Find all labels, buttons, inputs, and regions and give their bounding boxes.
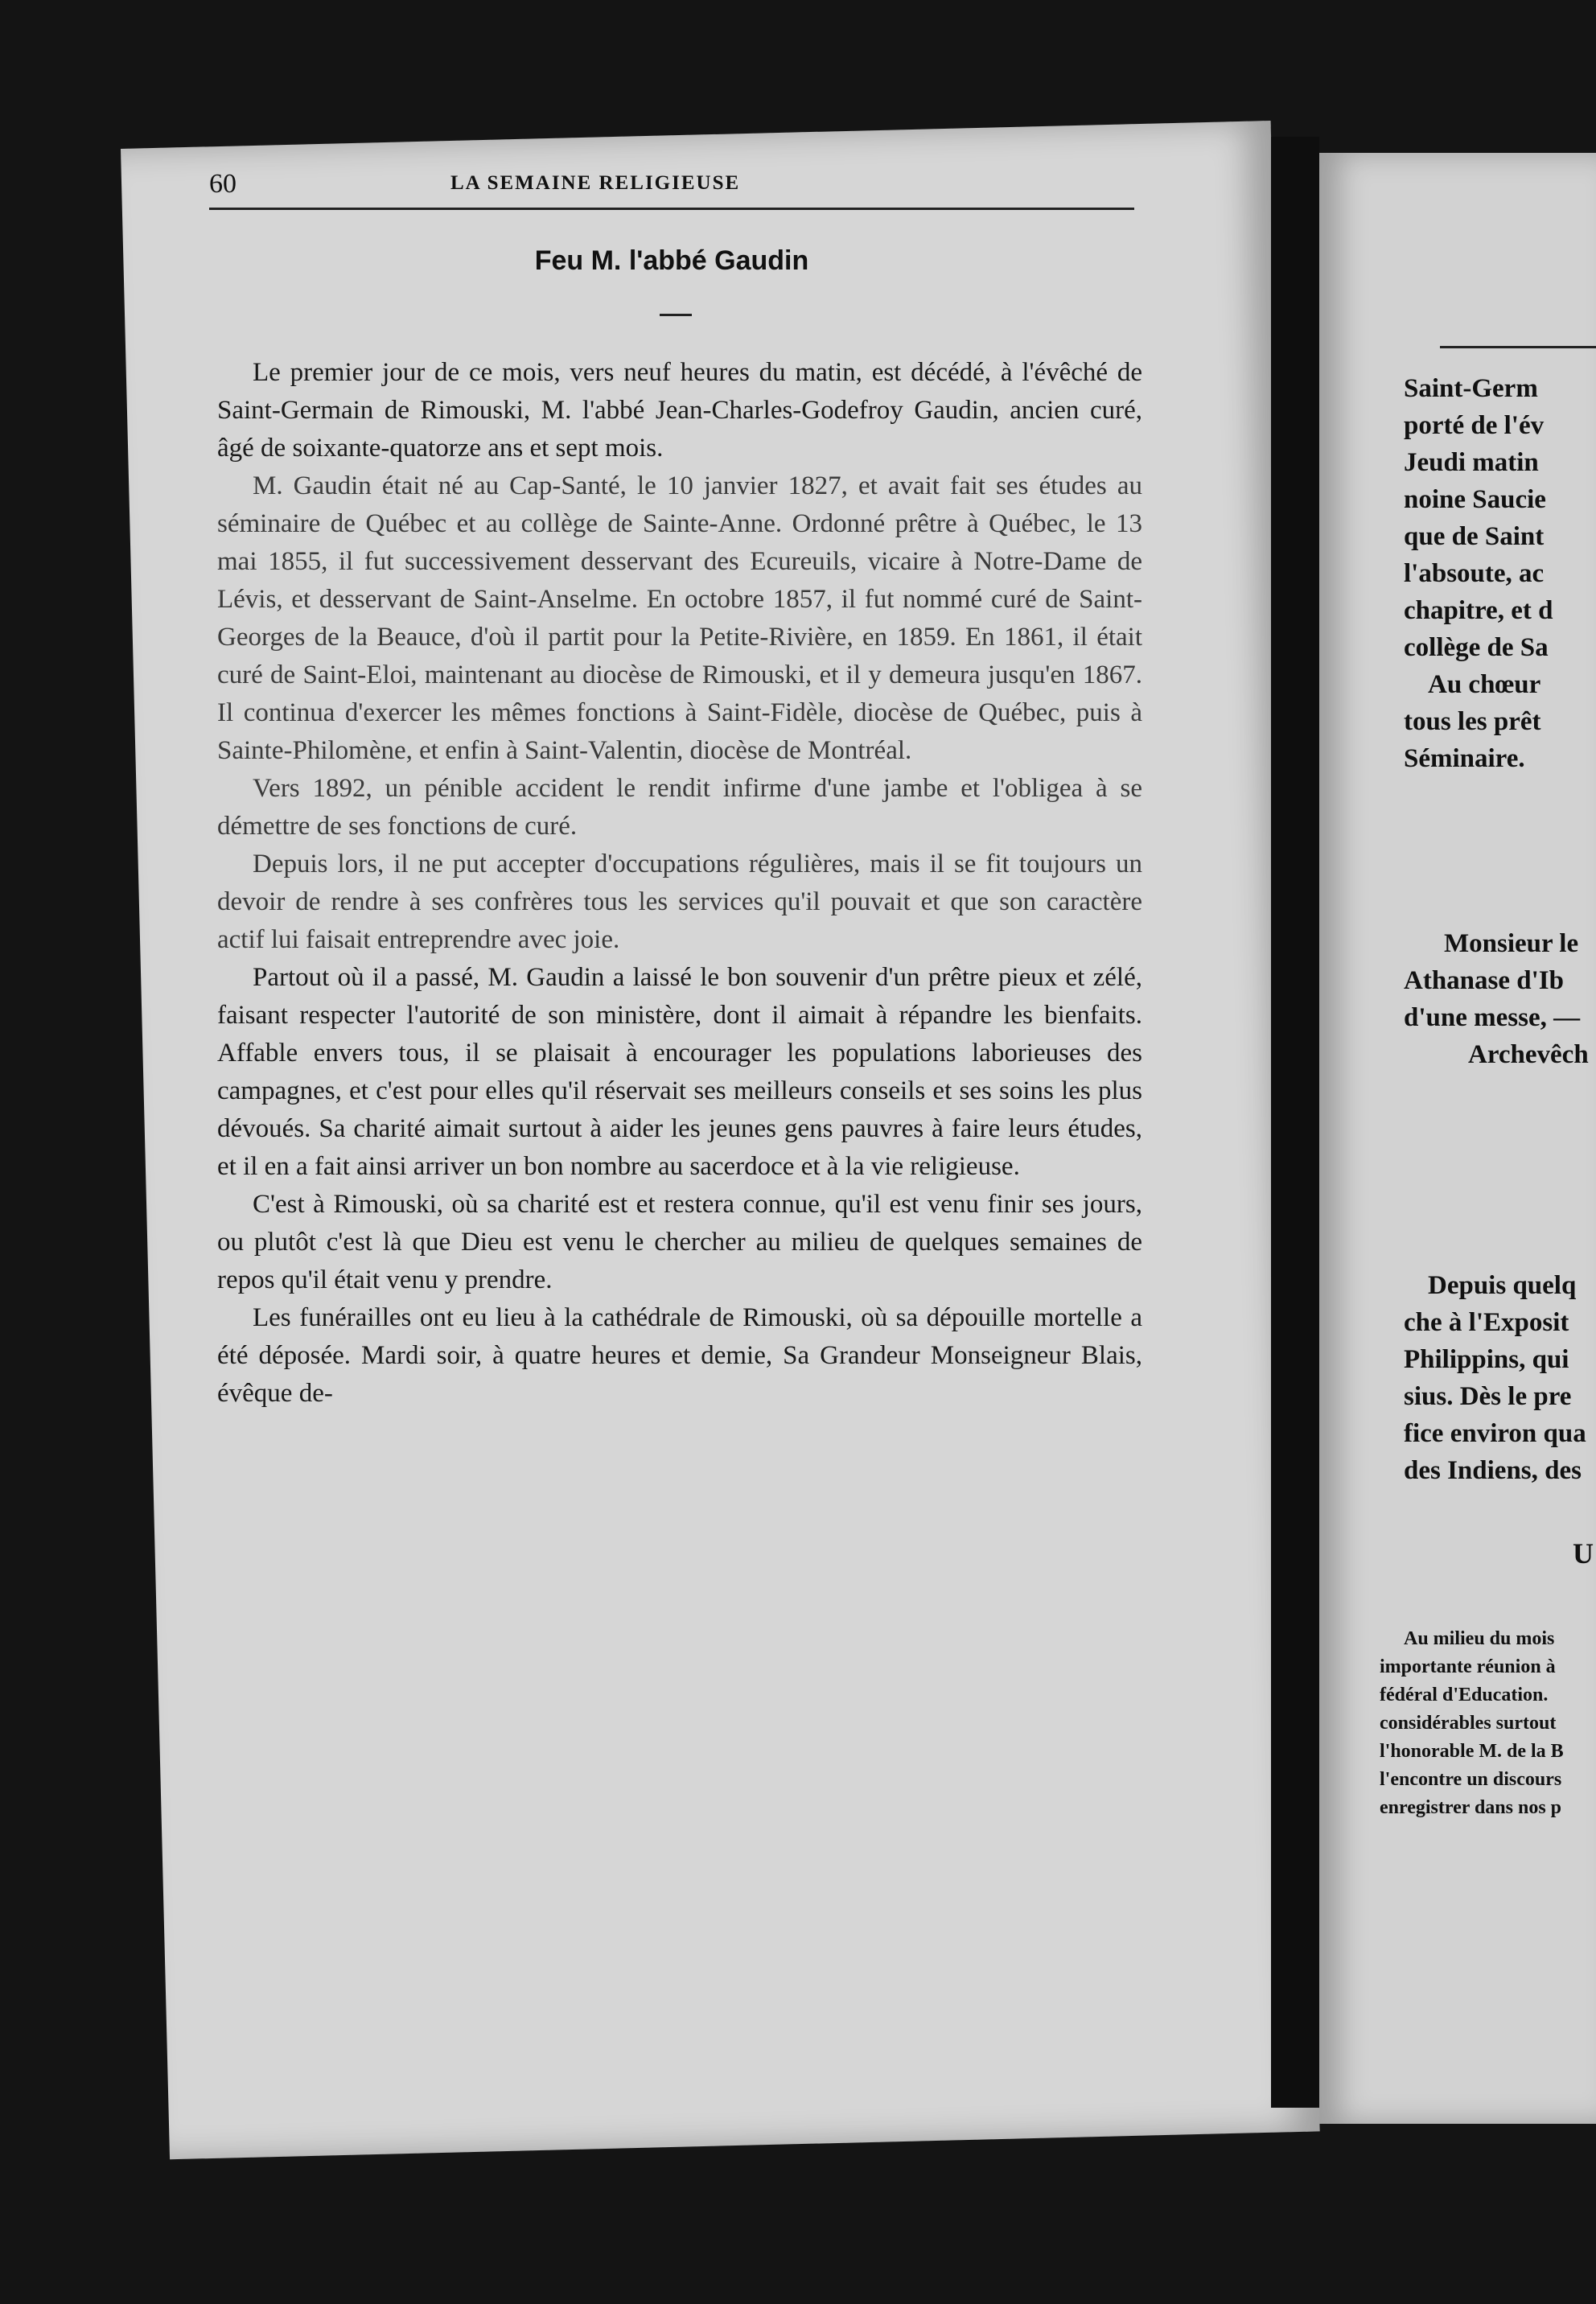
paragraph: Les funérailles ont eu lieu à la cathédrale de Rimouski, où sa dépouille mortelle a été déposée. Mardi soir, à quatre heures et demie, Sa Grandeur Monseigneur Blais, évêque de-: [217, 1303, 1142, 1408]
text-line: l'absoute, ac: [1404, 559, 1545, 588]
text-line: chapitre, et d: [1404, 596, 1553, 625]
section-initial: U: [1573, 1537, 1594, 1570]
running-title: LA SEMAINE RELIGIEUSE: [450, 172, 741, 194]
text-line: des Indiens, des: [1404, 1456, 1582, 1485]
right-text-block-1: [1404, 370, 1596, 777]
book-gutter: [1271, 137, 1319, 2108]
text-line: fédéral d'Education.: [1380, 1685, 1549, 1705]
text-line: l'encontre un discours: [1380, 1769, 1562, 1790]
text-line: che à l'Exposit: [1404, 1308, 1569, 1337]
article-title: Feu M. l'abbé Gaudin: [534, 245, 809, 276]
text-line: Au chœur: [1428, 670, 1541, 699]
right-text-block-3: [1404, 1267, 1596, 1489]
text-line: Athanase d'Ib: [1404, 966, 1564, 995]
title-dash: [660, 314, 692, 316]
paragraph: Depuis lors, il ne put accepter d'occupations régulières, mais il se fit toujours un devoir de rendre à ses confrères tous les services qu'il pouvait et que son caractère actif lui faisait entreprendre avec joie.: [217, 850, 1142, 954]
paragraph: Vers 1892, un pénible accident le rendit infirme d'une jambe et l'obligea à se démettre de ses fonctions de curé.: [217, 774, 1142, 841]
text-line: porté de l'év: [1404, 411, 1545, 440]
text-line: d'une messe, —: [1404, 1003, 1581, 1032]
paragraph: Partout où il a passé, M. Gaudin a laissé le bon souvenir d'un prêtre pieux et zélé, faisant respecter l'autorité de son ministère, dont il aimait à répandre les bienfaits. Affable envers tous, il se plaisait à encourager les populations laborieuses des campagnes, et c'est pour elles qu'il réservait ses meilleurs conseils et ses soins les plus dévoués. Sa charité aimait surtout à aider les jeunes gens pauvres à faire leurs études, et il en a fait ainsi arriver un bon nombre au sacerdoce et à la vie religieuse.: [217, 963, 1142, 1181]
right-header-rule: [1440, 346, 1596, 348]
text-line: Archevêch: [1468, 1040, 1589, 1069]
paragraph: Le premier jour de ce mois, vers neuf heures du matin, est décédé, à l'évêché de Saint-Germain de Rimouski, M. l'abbé Jean-Charles-Godefroy Gaudin, ancien curé, âgé de soixante-quatorze ans et sept mois.: [217, 358, 1142, 463]
right-small-text: [1380, 1625, 1596, 1822]
text-line: fice environ qua: [1404, 1419, 1586, 1448]
header-rule: [209, 208, 1134, 210]
text-line: sius. Dès le pre: [1404, 1382, 1572, 1411]
page-number: 60: [209, 169, 237, 199]
text-line: enregistrer dans nos p: [1380, 1797, 1562, 1818]
text-line: collège de Sa: [1404, 633, 1549, 662]
text-line: importante réunion à: [1380, 1656, 1556, 1677]
text-line: considérables surtout: [1380, 1713, 1557, 1734]
text-line: tous les prêt: [1404, 707, 1541, 736]
page-header: [209, 169, 1142, 201]
text-line: noine Saucie: [1404, 485, 1546, 514]
text-line: Philippins, qui: [1404, 1345, 1569, 1374]
paragraph: M. Gaudin était né au Cap-Santé, le 10 janvier 1827, et avait fait ses études au séminaire de Québec et au collège de Sainte-Anne. Ordonné prêtre à Québec, le 13 mai 1855, il fut successivement desservant des Ecureuils, vicaire à Notre-Dame de Lévis, et desservant de Saint-Anselme. En octobre 1857, il fut nommé curé de Saint-Georges de la Beauce, d'où il partit pour la Petite-Rivière, en 1859. En 1861, il était curé de Saint-Eloi, maintenant au diocèse de Rimouski, et il y demeura jusqu'en 1867. Il continua d'exercer les mêmes fonctions à Saint-Fidèle, diocèse de Québec, puis à Sainte-Philomène, et enfin à Saint-Valentin, diocèse de Montréal.: [217, 471, 1142, 765]
text-line: Au milieu du mois: [1404, 1628, 1555, 1649]
text-line: Jeudi matin: [1404, 448, 1539, 477]
text-line: que de Saint: [1404, 522, 1545, 551]
article-body: [217, 354, 1142, 1413]
right-text-block-2: [1404, 925, 1596, 1073]
text-line: l'honorable M. de la B: [1380, 1741, 1564, 1762]
text-line: Monsieur le: [1444, 929, 1579, 958]
text-line: Séminaire.: [1404, 744, 1525, 773]
text-line: Saint-Germ: [1404, 374, 1538, 403]
paragraph: C'est à Rimouski, où sa charité est et restera connue, qu'il est venu finir ses jours, ou plutôt c'est là que Dieu est venu le chercher au milieu de quelques semaines de repos qu'il était venu y prendre.: [217, 1190, 1142, 1294]
text-line: Depuis quelq: [1428, 1271, 1577, 1300]
